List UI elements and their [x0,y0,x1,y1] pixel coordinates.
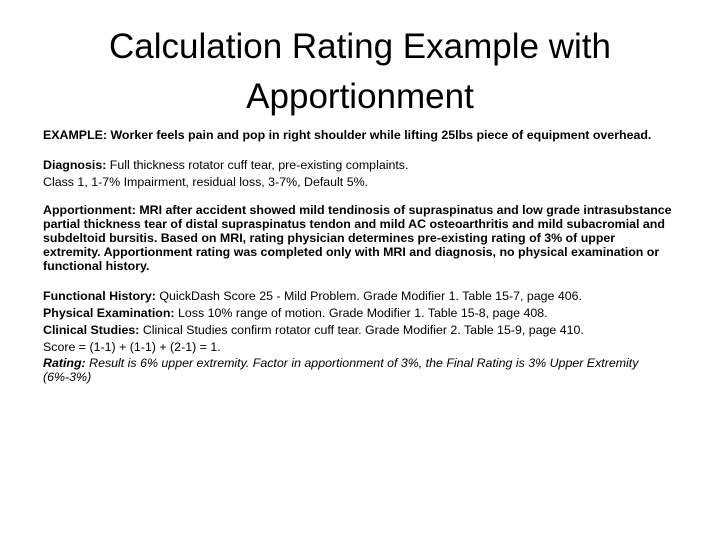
functional-history-label: Functional History: [43,289,156,303]
functional-history-text: QuickDash Score 25 - Mild Problem. Grade Modifier 1. Table 15-7, page 406. [155,289,582,303]
clinical-studies-line [43,322,673,339]
functional-history-line [43,288,673,305]
title-line-2: Apportionment [246,77,474,116]
slide-body [43,128,673,399]
diagnosis-line [43,157,673,174]
example-text: EXAMPLE: Worker feels pain and pop in right shoulder while lifting 25lbs piece of equipment overhead. [43,128,652,142]
score-line: Score = (1-1) + (1-1) + (2-1) = 1. [43,340,221,354]
example-paragraph [43,128,673,142]
slide-title [60,22,660,122]
findings-paragraph [43,288,673,384]
apportionment-paragraph [43,203,673,273]
rating-text: Result is 6% upper extremity. Factor in apportionment of 3%, the Final Rating is 3% Upper Extremity (6%-3%) [43,356,639,384]
physical-exam-text: Loss 10% range of motion. Grade Modifier 1. Table 15-8, page 408. [174,306,548,320]
clinical-studies-label: Clinical Studies: [43,323,140,337]
title-line-1: Calculation Rating Example with [109,27,611,66]
clinical-studies-text: Clinical Studies confirm rotator cuff tear. Grade Modifier 2. Table 15-9, page 410. [139,323,584,337]
apportionment-text: Apportionment: MRI after accident showed mild tendinosis of supraspinatus and low grade intrasubstance partial thickness tear of distal supraspinatus tendon and mild AC osteoarthritis and mild subacromial and subdeltoid bursitis. Based on MRI, rating physician determines pre-existing rating of 3% of upper extremity. Apportionment rating was completed only with MRI and diagnosis, no physical examination or functional history. [43,203,672,273]
diagnosis-text: Full thickness rotator cuff tear, pre-existing complaints. [106,158,409,172]
diagnosis-label: Diagnosis: [43,158,107,172]
rating-label: Rating: [43,356,86,370]
physical-exam-line [43,305,673,322]
rating-line [43,356,673,384]
physical-exam-label: Physical Examination: [43,306,175,320]
diagnosis-class-line: Class 1, 1-7% Impairment, residual loss, 3-7%, Default 5%. [43,175,369,189]
diagnosis-paragraph [43,157,673,191]
